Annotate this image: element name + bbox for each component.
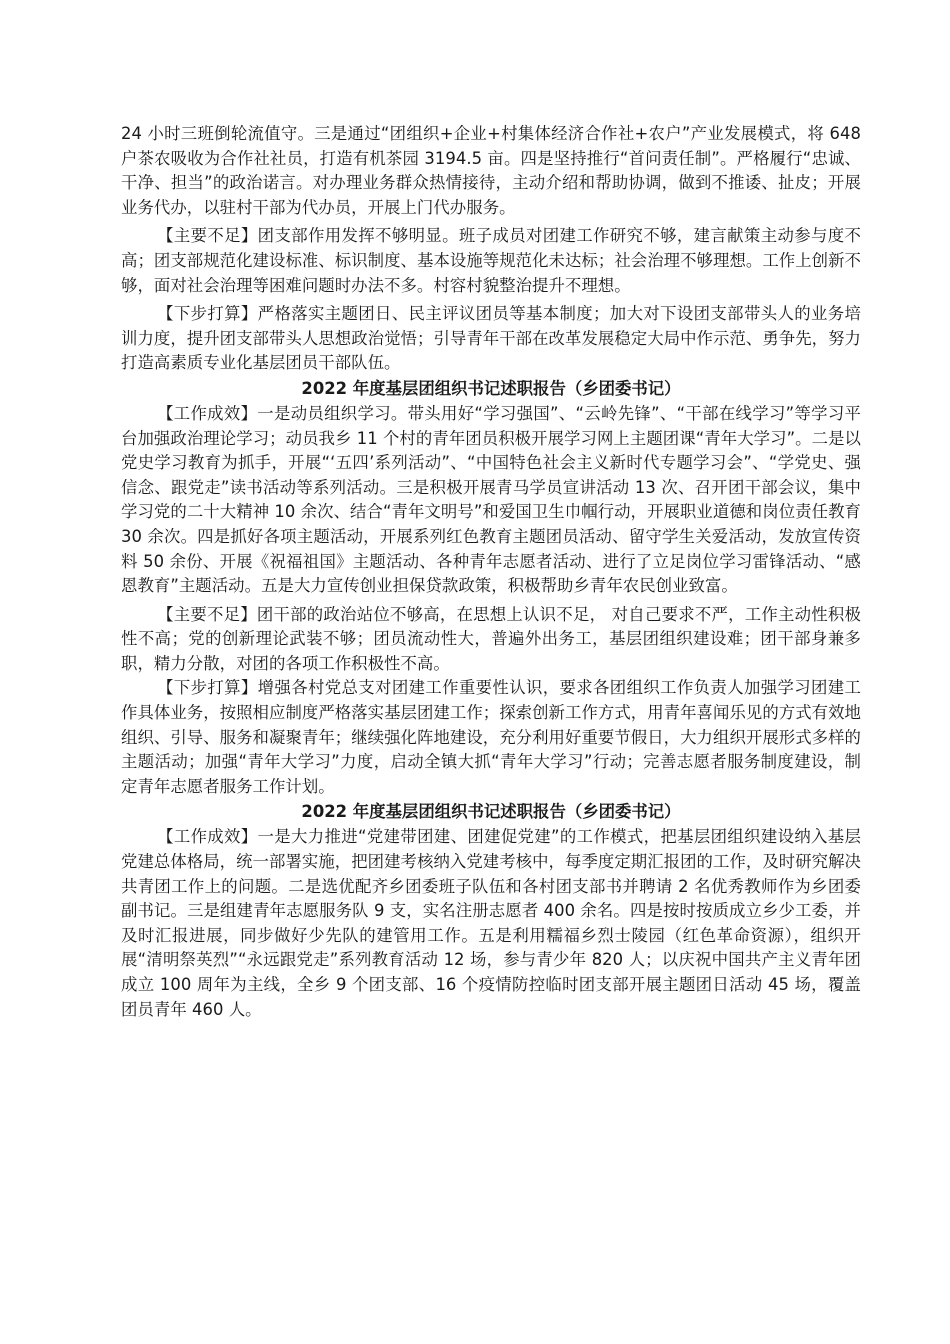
section2-heading-year: 2022 xyxy=(301,378,348,398)
section2-heading xyxy=(121,376,861,402)
section3-achievements-paragraph: 【工作成效】一是大力推进“党建带团建、团建促党建”的工作模式，把基层团组织建设纳入基层党建总体格局，统一部署实施，把团建考核纳入党建考核中，每季度定期汇报团的工作，及时研究解决共青团工作上的问题。二是选优配齐乡团委班子队伍和各村团支部书并聘请 2 名优秀教师作为乡团委副书记。三是组建青年志愿服务队 9 支，实名注册志愿者 400 余名。四是按时按质成立乡少工委，并及时汇报进展，同步做好少先队的建管用工作。五是利用糯福乡烈士陵园（红色革命资源），组织开展“清明祭英烈”“永远跟党走”系列教育活动 12 场，参与青少年 820 人；以庆祝中国共产主义青年团成立 100 周年为主线，全乡 9 个团支部、16 个疫情防控临时团支部开展主题团日活动 45 场，覆盖团员青年 460 人。 xyxy=(121,827,861,1019)
section3-heading xyxy=(121,799,861,825)
section3-heading-year: 2022 xyxy=(301,802,348,822)
section2-shortcomings-paragraph: 【主要不足】团干部的政治站位不够高，在思想上认识不足， 对自己要求不严，工作主动性积极性不高；党的创新理论武装不够；团员流动性大，普遍外出务工，基层团组织建设难；团干部身兼多职，精力分散，对团的各项工作积极性不高。 xyxy=(121,604,861,673)
section2-next-steps-paragraph: 【下步打算】增强各村党总支对团建工作重要性认识，要求各团组织工作负责人加强学习团建工作具体业务，按照相应制度严格落实基层团建工作；探索创新工作方式，用青年喜闻乐见的方式有效地组织、引导、服务和凝聚青年；继续强化阵地建设，充分利用好重要节假日，大力组织开展形式多样的主题活动；加强“青年大学习”力度，启动全镇大抓“青年大学习”行动；完善志愿者服务制度建设，制定青年志愿者服务工作计划。 xyxy=(121,678,861,796)
section1-next-steps-paragraph: 【下步打算】严格落实主题团日、民主评议团员等基本制度；加大对下设团支部带头人的业务培训力度，提升团支部带头人思想政治觉悟；引导青年干部在改革发展稳定大局中作示范、勇争先，努力打造高素质专业化基层团员干部队伍。 xyxy=(121,304,861,373)
section1-continuation-paragraph: 24 小时三班倒轮流值守。三是通过“团组织+企业+村集体经济合作社+农户”产业发展模式，将 648 户茶农吸收为合作社社员，打造有机茶园 3194.5 亩。四是坚持推行“首问责任制”。严格履行“忠诚、干净、担当”的政治诺言。对办理业务群众热情接待，主动介绍和帮助协调，做到不推诿、扯皮；开展业务代办，以驻村干部为代办员，开展上门代办服务。 xyxy=(121,124,861,217)
section2-achievements-paragraph: 【工作成效】一是动员组织学习。带头用好“学习强国”、“云岭先锋”、“干部在线学习”等学习平台加强政治理论学习；动员我乡 11 个村的青年团员积极开展学习网上主题团课“青年大学习”。二是以党史学习教育为抓手，开展“‘五四’系列活动”、“中国特色社会主义新时代专题学习会”、“学党史、强信念、跟党走”读书活动等系列活动。三是积极开展青马学员宣讲活动 13 次、召开团干部会议，集中学习党的二十大精神 10 余次、结合“青年文明号”和爱国卫生巾帼行动，开展职业道德和岗位责任教育 30 余次。四是抓好各项主题活动，开展系列红色教育主题团员活动、留守学生关爱活动，发放宣传资料 50 余份、开展《祝福祖国》主题活动、各种青年志愿者活动、进行了立足岗位学习雷锋活动、“感恩教育”主题活动。五是大力宣传创业担保贷款政策，积极帮助乡青年农民创业致富。 xyxy=(121,403,861,596)
section3-heading-text: 年度基层团组织书记述职报告（乡团委书记） xyxy=(347,802,681,822)
document-page xyxy=(121,122,861,1022)
section1-shortcomings-paragraph: 【主要不足】团支部作用发挥不够明显。班子成员对团建工作研究不够，建言献策主动参与度不高；团支部规范化建设标准、标识制度、基本设施等规范化未达标；社会治理不够理想。工作上创新不够，面对社会治理等困难问题时办法不多。村容村貌整治提升不理想。 xyxy=(121,226,861,295)
section2-heading-text: 年度基层团组织书记述职报告（乡团委书记） xyxy=(347,378,681,398)
